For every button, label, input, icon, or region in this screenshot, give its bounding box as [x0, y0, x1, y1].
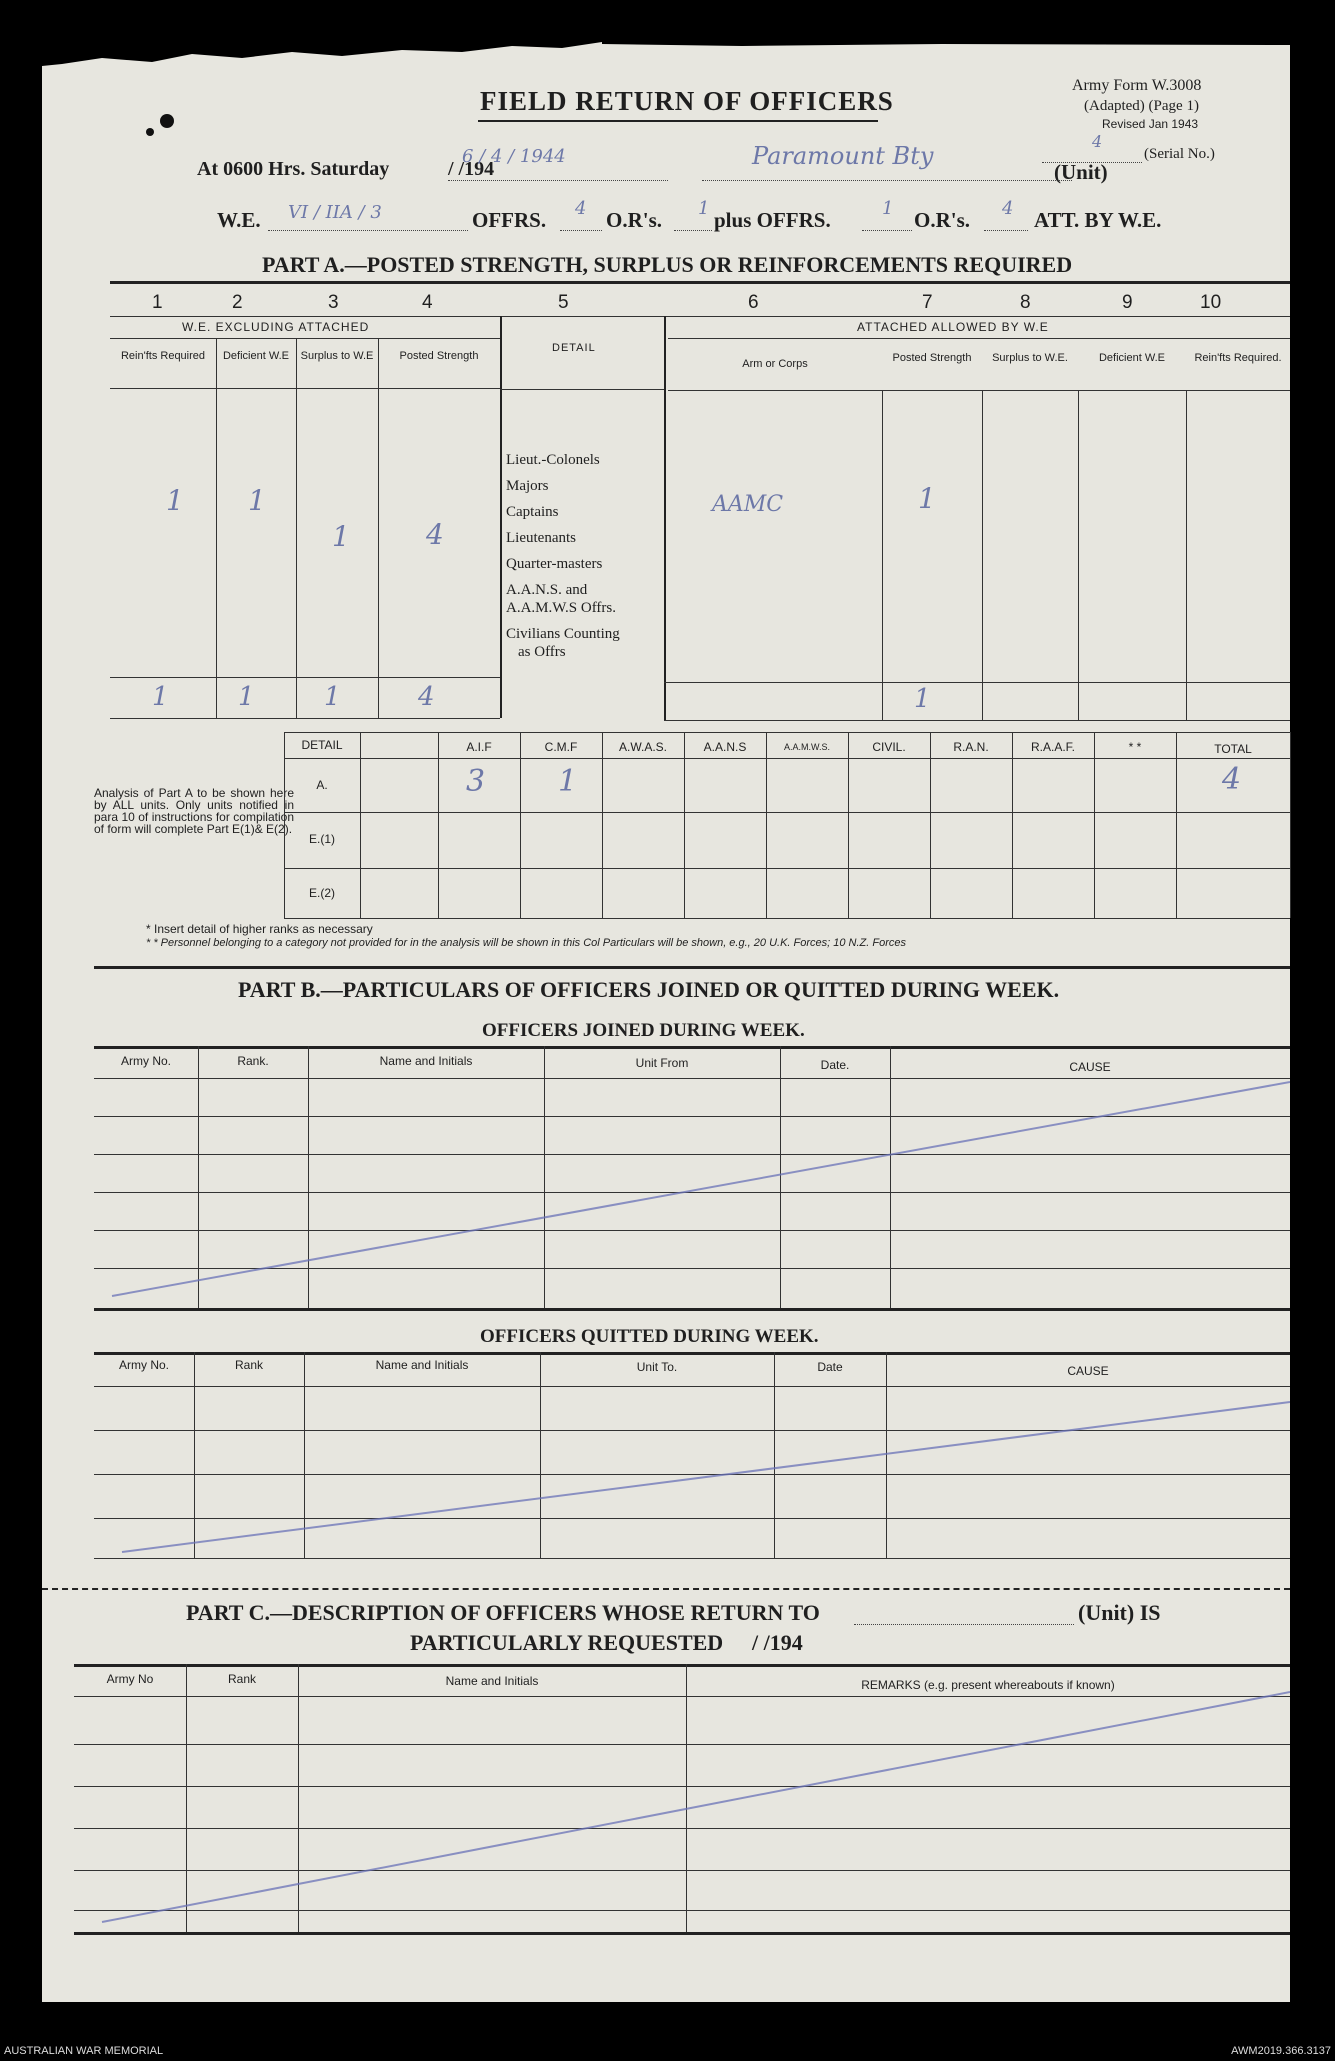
footnote-1: * Insert detail of higher ranks as necessary — [146, 922, 373, 936]
hw-c1: 1 — [166, 484, 184, 517]
head-surplus: Surplus to W.E — [300, 350, 374, 362]
an-head-detail: DETAIL — [301, 738, 343, 752]
an-row-a: A. — [316, 778, 328, 792]
group-attached-allowed: ATTACHED ALLOWED BY W.E — [857, 320, 1049, 334]
rank-aamws: A.A.M.W.S Offrs. — [506, 600, 617, 616]
hw-total-c7: 1 — [914, 684, 931, 714]
col-number: 3 — [328, 292, 339, 313]
col-number: 8 — [1020, 292, 1031, 313]
an-head-aamws: A.A.M.W.S. — [783, 742, 830, 752]
att-label: ATT. BY W.E. — [1034, 208, 1162, 232]
an-head-raaf: R.A.A.F. — [1030, 740, 1075, 754]
head-detail: DETAIL — [552, 342, 596, 354]
an-head-aans: A.A.N.S — [703, 740, 747, 754]
col-number: 6 — [748, 292, 759, 313]
date-label: / /194 — [448, 158, 495, 180]
footer-right: AWM2019.366.3137 — [1231, 2045, 1331, 2057]
head-reinfts-att: Rein'fts Required. — [1194, 352, 1282, 364]
an-head-civil: CIVIL. — [872, 740, 906, 754]
offrs-label: OFFRS. — [472, 208, 547, 232]
an-head-awas: A.W.A.S. — [618, 740, 667, 754]
joined-col-name: Name and Initials — [379, 1054, 473, 1068]
ors2-label: O.R's. — [914, 208, 971, 232]
form-sheet — [42, 42, 1290, 2002]
rank-lieut-colonels: Lieut.-Colonels — [506, 452, 600, 468]
head-reinfts: Rein'fts Required — [120, 350, 206, 362]
rank-captains: Captains — [506, 504, 559, 520]
an-head-other: * * — [1128, 740, 1142, 754]
head-arm-corps: Arm or Corps — [742, 358, 808, 370]
joined-col-date: Date. — [820, 1058, 850, 1072]
joined-col-cause: CAUSE — [1069, 1060, 1111, 1074]
joined-col-army-no: Army No. — [120, 1054, 171, 1068]
adapted-note: (Adapted) (Page 1) — [1084, 98, 1199, 114]
part-c-unit-is: (Unit) IS — [1078, 1600, 1161, 1625]
part-c-heading-2: PARTICULARLY REQUESTED — [410, 1630, 724, 1655]
hw-unit: Paramount Bty — [752, 142, 934, 170]
hw-cmf: 1 — [558, 764, 578, 799]
rank-civilians: Civilians Counting — [506, 626, 620, 642]
partc-col-army-no: Army No — [106, 1672, 154, 1686]
we-label: W.E. — [217, 208, 261, 232]
quitted-heading: OFFICERS QUITTED DURING WEEK. — [480, 1326, 819, 1347]
rank-aans: A.A.N.S. and — [506, 582, 588, 598]
col-number: 5 — [558, 292, 569, 313]
rank-majors: Majors — [506, 478, 549, 494]
footer-left: AUSTRALIAN WAR MEMORIAL — [4, 2045, 164, 2057]
revised-note: Revised Jan 1943 — [1102, 117, 1199, 131]
hw-aif: 3 — [466, 764, 486, 799]
col-number: 4 — [422, 292, 433, 313]
hw-total-c1: 1 — [152, 682, 169, 712]
joined-heading: OFFICERS JOINED DURING WEEK. — [482, 1020, 805, 1041]
analysis-note: Analysis of Part A to be shown here by ALL units. Only units notified in para 10 of instructions for compilation of form will complete Part E(1)& E(2). — [94, 786, 294, 836]
an-head-cmf: C.M.F — [544, 740, 578, 754]
hw-plus-offrs: 1 — [882, 198, 894, 219]
joined-col-unit-from: Unit From — [635, 1056, 689, 1070]
head-posted: Posted Strength — [399, 350, 479, 362]
plus-offrs-label: plus OFFRS. — [714, 208, 831, 232]
head-surplus-att: Surplus to W.E. — [992, 352, 1068, 364]
partc-col-name: Name and Initials — [445, 1674, 539, 1688]
head-deficient-att: Deficient W.E — [1098, 352, 1166, 364]
an-head-total: TOTAL — [1214, 742, 1252, 756]
joined-col-rank: Rank. — [237, 1054, 269, 1068]
at-hours-label: At 0600 Hrs. Saturday — [197, 158, 390, 180]
hw-serial: 4 — [1092, 132, 1103, 151]
hw-total-c2: 1 — [238, 682, 255, 712]
hw-total: 4 — [1222, 762, 1242, 797]
an-row-e2: E.(2) — [308, 886, 335, 900]
quitted-col-name: Name and Initials — [375, 1358, 469, 1372]
part-c-heading: PART C.—DESCRIPTION OF OFFICERS WHOSE RETURN TO — [186, 1600, 820, 1625]
hw-we: VI / IIA / 3 — [288, 202, 382, 223]
partc-col-rank: Rank — [227, 1672, 256, 1686]
unit-label: (Unit) — [1054, 160, 1108, 184]
serial-label: (Serial No.) — [1144, 146, 1215, 162]
an-row-e1: E.(1) — [308, 832, 335, 846]
part-a-heading: PART A.—POSTED STRENGTH, SURPLUS OR REINFORCEMENTS REQUIRED — [262, 252, 1073, 277]
col-number: 7 — [922, 292, 933, 313]
hw-date: 6 / 4 / 1944 — [462, 146, 566, 167]
strike-lines — [42, 42, 1290, 2002]
form-number: Army Form W.3008 — [1072, 77, 1202, 94]
hw-total-c3: 1 — [324, 682, 341, 712]
an-head-ran: R.A.N. — [953, 740, 989, 754]
hw-c2: 1 — [248, 484, 266, 517]
quitted-col-unit-to: Unit To. — [636, 1360, 678, 1374]
head-deficient: Deficient W.E — [222, 350, 290, 362]
quitted-col-rank: Rank — [234, 1358, 263, 1372]
footnote-2: * * Personnel belonging to a category not provided for in the analysis will be shown in this Col Particulars will be shown, e.g., 20 U.K. Forces; 10 N.Z. Forces — [146, 937, 906, 949]
quitted-col-army-no: Army No. — [118, 1358, 169, 1372]
hw-arm: AAMC — [712, 492, 784, 517]
rank-as-offrs: as Offrs — [518, 644, 566, 660]
quitted-col-date: Date — [817, 1360, 843, 1374]
hw-c7: 1 — [918, 482, 936, 515]
part-c-date: / /194 — [752, 1630, 803, 1655]
col-number: 2 — [232, 292, 243, 313]
col-number: 10 — [1200, 292, 1222, 313]
rank-lieutenants: Lieutenants — [506, 530, 576, 546]
group-we-excluding: W.E. EXCLUDING ATTACHED — [182, 320, 370, 334]
hw-c4: 4 — [426, 518, 444, 551]
rank-quarter-masters: Quarter-masters — [506, 556, 603, 572]
hw-offrs: 4 — [575, 198, 587, 219]
head-posted-att: Posted Strength — [892, 352, 972, 364]
hw-total-c4: 4 — [418, 682, 435, 712]
partc-col-remarks: REMARKS (e.g. present whereabouts if known) — [861, 1678, 1115, 1692]
hw-plus-ors: 4 — [1002, 198, 1014, 219]
part-b-heading: PART B.—PARTICULARS OF OFFICERS JOINED OR QUITTED DURING WEEK. — [238, 977, 1060, 1002]
col-number: 9 — [1122, 292, 1133, 313]
an-head-aif: A.I.F — [466, 740, 492, 754]
hw-ors: 1 — [698, 198, 710, 219]
quitted-col-cause: CAUSE — [1067, 1364, 1109, 1378]
form-title: FIELD RETURN OF OFFICERS — [480, 86, 894, 116]
hw-c3: 1 — [332, 520, 350, 553]
col-number: 1 — [152, 292, 163, 313]
ors-label: O.R's. — [606, 208, 663, 232]
